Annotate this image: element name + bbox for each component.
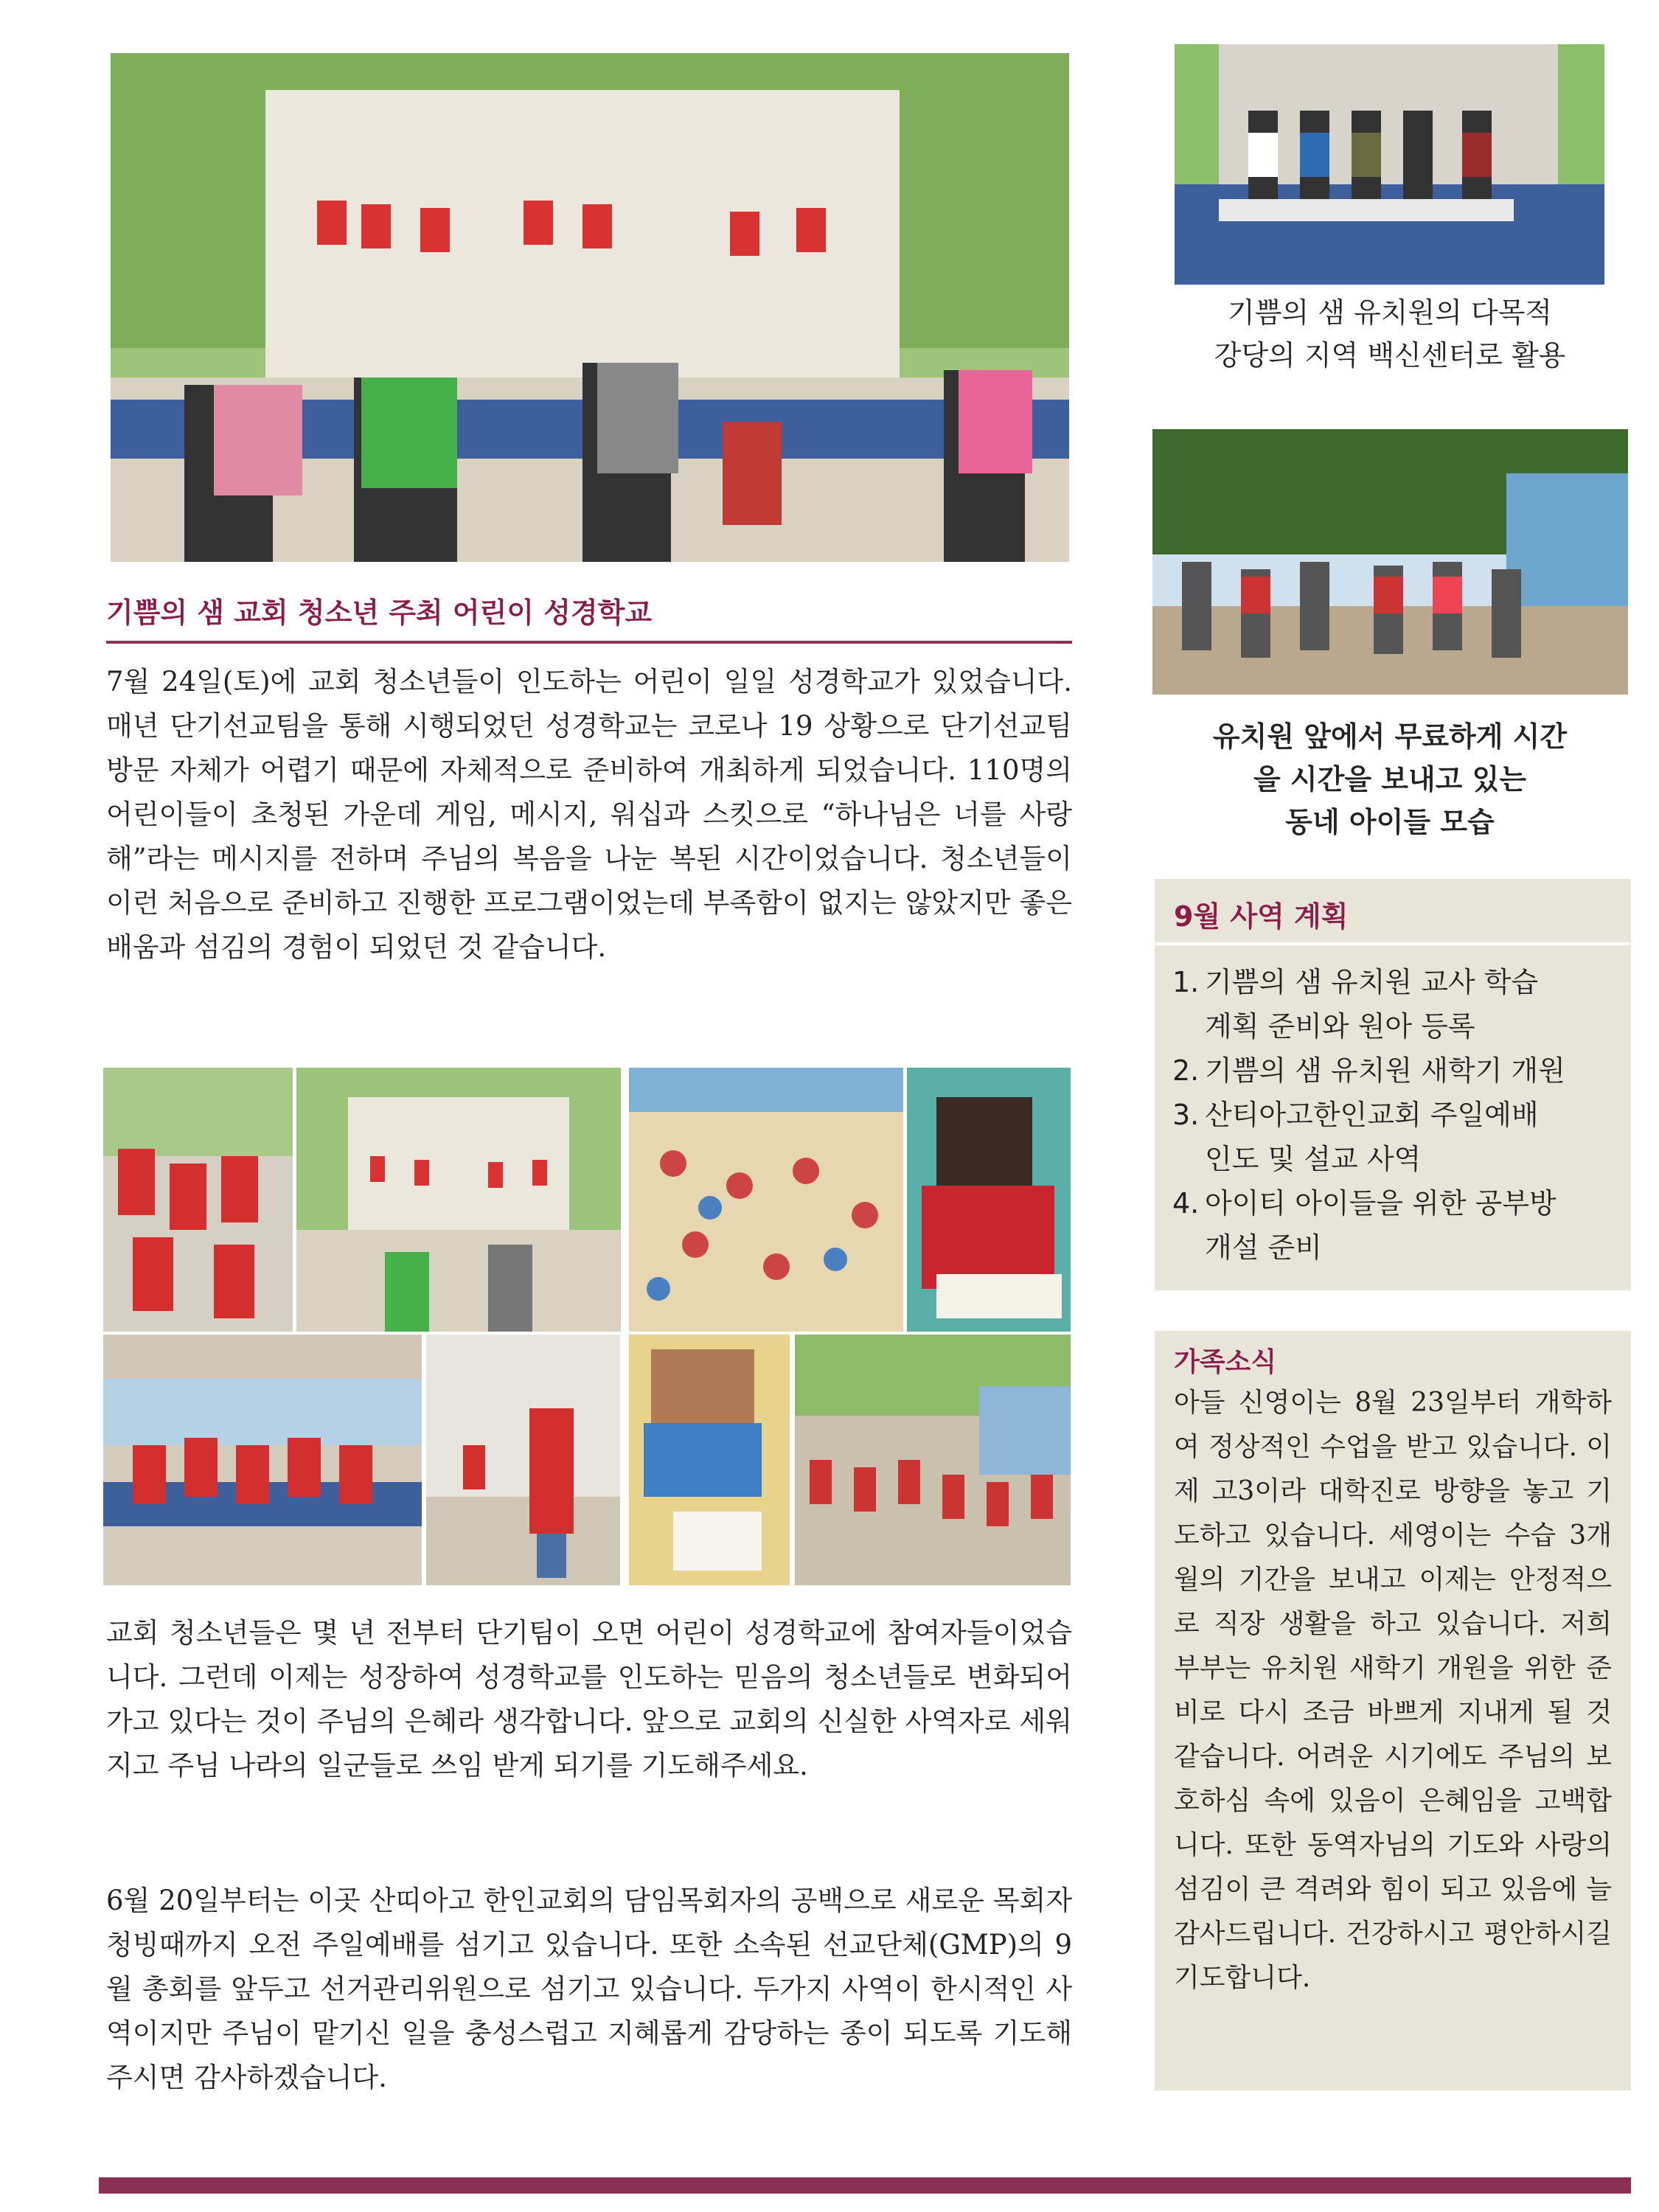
collage-photo-3 <box>629 1068 903 1332</box>
plan-item-number: 1. <box>1172 966 1200 998</box>
plan-title-bar <box>1155 879 1631 945</box>
plan-item-text: 기쁨의 샘 유치원 교사 학습 계획 준비와 원아 등록 <box>1205 966 1539 1043</box>
plan-list <box>1155 945 1631 1270</box>
neighborhood-kids-photo <box>1152 429 1628 695</box>
main-event-photo <box>111 53 1069 562</box>
collage-photo-5 <box>103 1335 422 1585</box>
vaccine-center-caption: 기쁨의 샘 유치원의 다목적 강당의 지역 백신센터로 활용 <box>1214 296 1566 372</box>
plan-item-number: 4. <box>1172 1187 1200 1220</box>
family-news-box <box>1155 1331 1631 2090</box>
bottom-divider-bar <box>99 2177 1631 2194</box>
plan-item-number: 2. <box>1172 1054 1200 1087</box>
plan-item <box>1172 960 1624 1048</box>
collage-photo-1 <box>103 1068 293 1332</box>
plan-title: 9월 사역 계획 <box>1174 900 1349 933</box>
september-plan-box <box>1155 879 1631 1290</box>
plan-item-text: 아이티 아이들을 위한 공부방 개설 준비 <box>1205 1187 1557 1264</box>
plan-item <box>1172 1093 1624 1181</box>
family-news-text: 아들 신영이는 8월 23일부터 개학하여 정상적인 수업을 받고 있습니다. 이제 고3이라 대학진로 방향을 놓고 기도하고 있습니다. 세영이는 수습 3개월의 기간을 보내고 이제는 안정적으로 직장 생활을 하고 있습니다. 저희 부부는 유치원 새학기 개원을 위한 준비로 다시 조금 바쁘게 지내게 될 것 같습니다. 어려운 시기에도 주님의 보호하심 속에 있음이 은혜임을 고백합니다. 또한 동역자님의 기도와 사랑의 섬김이 큰 격려와 힘이 되고 있음에 늘 감사드립니다. 건강하시고 평안하시길 기도합니다. <box>1174 1388 1612 1993</box>
neighborhood-kids-caption: 유치원 앞에서 무료하게 시간 을 시간을 보내고 있는 동네 아이들 모습 <box>1212 720 1568 838</box>
collage-photo-7 <box>629 1335 790 1585</box>
plan-item <box>1172 1181 1624 1270</box>
paragraph-church-service: 6월 20일부터는 이곳 산띠아고 한인교회의 담임목회자의 공백으로 새로운 목회자 청빙때까지 오전 주일예배를 섬기고 있습니다. 또한 소속된 선교단체(GMP)의 9월 총회를 앞두고 선거관리위원으로 섬기고 있습니다. 두가지 사역이 한시적인 사역이지만 주님이 맡기신 일을 충성스럽고 지혜롭게 감당하는 종이 되도록 기도해주시면 감사하겠습니다. <box>106 1885 1072 2093</box>
family-news-title: 가족소식 <box>1174 1347 1277 1377</box>
plan-item <box>1172 1048 1624 1093</box>
collage-photo-6 <box>426 1335 620 1585</box>
plan-item-text: 기쁨의 샘 유치원 새학기 개원 <box>1205 1054 1565 1087</box>
vaccine-center-photo <box>1175 44 1604 285</box>
paragraph-youth-growth: 교회 청소년들은 몇 년 전부터 단기팀이 오면 어린이 성경학교에 참여자들이었습니다. 그런데 이제는 성장하여 성경학교를 인도하는 믿음의 청소년들로 변화되어 가고 있다는 것이 주님의 은혜라 생각합니다. 앞으로 교회의 신실한 사역자로 세워지고 주님 나라의 일군들로 쓰임 받게 되기를 기도해주세요. <box>106 1617 1072 1781</box>
section-title: 기쁨의 샘 교회 청소년 주최 어린이 성경학교 <box>106 590 1072 644</box>
plan-item-text: 산티아고한인교회 주일예배 인도 및 설교 사역 <box>1205 1099 1539 1175</box>
collage-photo-2 <box>296 1068 621 1332</box>
collage-photo-4 <box>907 1068 1071 1332</box>
collage-photo-8 <box>795 1335 1071 1585</box>
plan-item-number: 3. <box>1172 1099 1200 1131</box>
paragraph-bible-school: 7월 24일(토)에 교회 청소년들이 인도하는 어린이 일일 성경학교가 있었습니다. 매년 단기선교팀을 통해 시행되었던 성경학교는 코로나 19 상황으로 단기선교팀 방문 자체가 어렵기 때문에 자체적으로 준비하여 개최하게 되었습니다. 110명의 어린이들이 초청된 가운데 게임, 메시지, 워십과 스킷으로 “하나님은 너를 사랑해”라는 메시지를 전하며 주님의 복음을 나눈 복된 시간이었습니다. 청소년들이 이런 처음으로 준비하고 진행한 프로그램이었는데 부족함이 없지는 않았지만 좋은 배움과 섬김의 경험이 되었던 것 같습니다. <box>106 666 1072 963</box>
